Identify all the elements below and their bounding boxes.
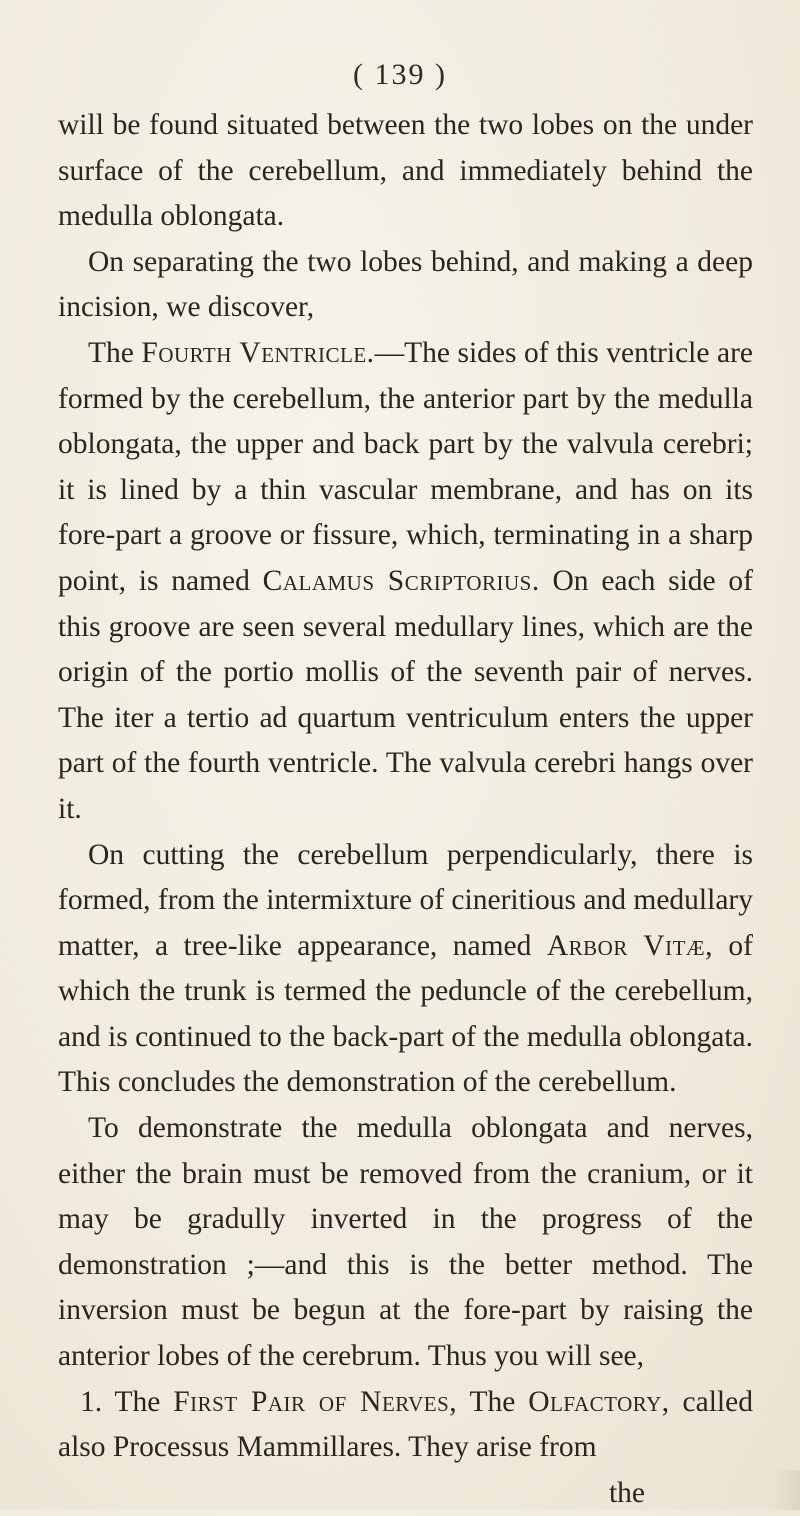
text-segment: To demonstrate the medulla oblongata and nerves, either the brain must be removed from the cranium, or it may be gradully inverted in the progress of the demonstration ;—and this is the better method. The inversion must be begun at the fore-part by raising the anterior lobes of the cerebrum. Thus you will see, bbox=[58, 1112, 753, 1373]
small-caps-term: First Pair of Nerves, bbox=[173, 1385, 458, 1418]
text-segment: will be found situated between the two lobes on the under surface of the cerebellum, and immediately behind the medulla oblongata. bbox=[58, 109, 753, 233]
paragraph-4 bbox=[58, 833, 753, 1107]
text-segment: 1. The bbox=[80, 1385, 174, 1418]
small-caps-term: Calamus Scriptorius. bbox=[262, 564, 540, 597]
text-segment: On separating the two lobes behind, and making a deep incision, we discover, bbox=[58, 245, 753, 324]
body-text bbox=[58, 103, 753, 1516]
paragraph-2 bbox=[58, 240, 753, 331]
paragraph-1 bbox=[58, 103, 753, 240]
small-caps-heading: Fourth Ventricle. bbox=[141, 336, 375, 369]
page-number: ( 139 ) bbox=[353, 58, 447, 91]
text-segment: On cutting the cerebellum perpendicularly, there is formed, from the intermixture of cineritious and medullary matter, a tree-like appearance, named bbox=[58, 838, 753, 962]
text-segment: On each side of this groove are seen several medullary lines, which are the origin of the portio mollis of the seventh pair of nerves. The iter a tertio ad quartum ventriculum enters the upper part of the fourth ventricle. The valvula cerebri hangs over it. bbox=[58, 564, 753, 825]
small-caps-term: Arbor Vitæ, bbox=[546, 929, 713, 962]
paragraph-3 bbox=[58, 331, 753, 833]
catchword bbox=[58, 1471, 753, 1516]
text-segment: of which the trunk is termed the peduncle of the cerebellum, and is continued to the back-part of the medulla oblongata. This concludes the demonstration of the cerebellum. bbox=[58, 929, 753, 1099]
text-segment: The bbox=[88, 336, 142, 369]
text-segment: The bbox=[457, 1385, 529, 1418]
paragraph-6 bbox=[58, 1380, 753, 1471]
page-edge-shadow bbox=[772, 1470, 800, 1510]
text-segment: called also Processus Mammillares. They arise from bbox=[58, 1385, 753, 1464]
paragraph-5 bbox=[58, 1106, 753, 1380]
text-segment: —The sides of this ventricle are formed by the cerebellum, the anterior part by the medulla oblongata, the upper and back part by the valvula cerebri; it is lined by a thin vascular membrane, and has on its fore-part a groove or fissure, which, terminating in a sharp point, is named bbox=[58, 336, 754, 597]
small-caps-term: Olfactory, bbox=[528, 1385, 670, 1418]
catchword-text: the bbox=[608, 1476, 645, 1509]
